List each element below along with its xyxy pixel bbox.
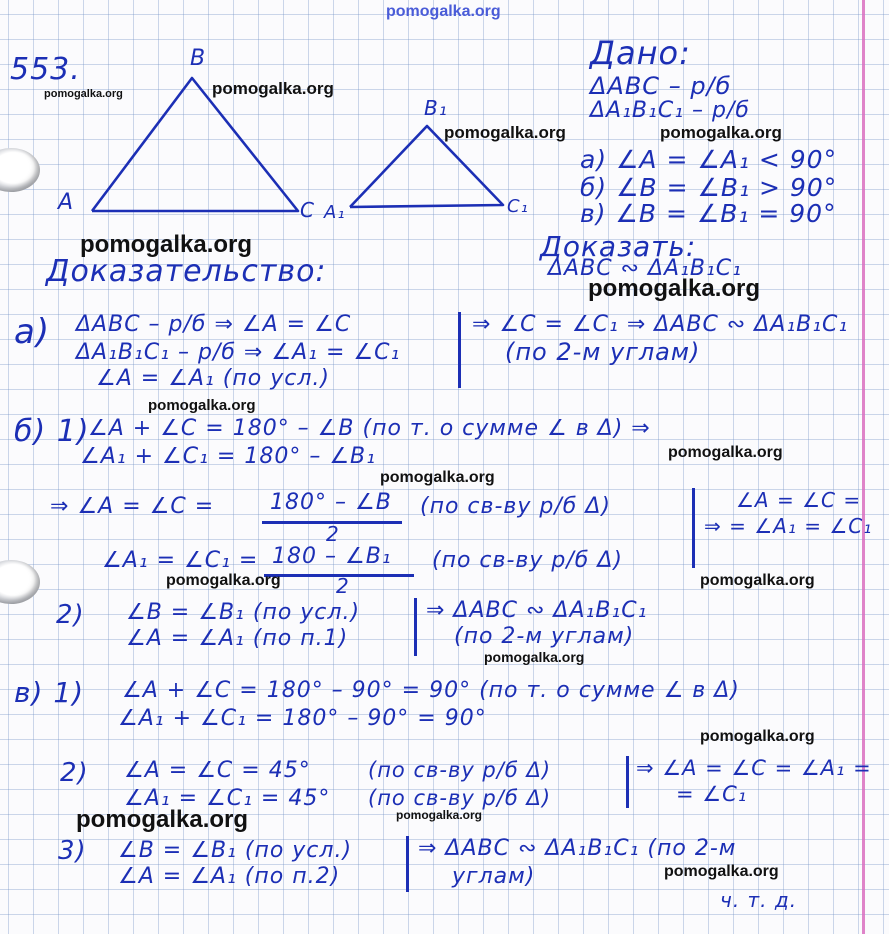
- vertex-c1: C₁: [507, 196, 529, 217]
- part-c-result-1: ⇒ ∠A = ∠C = ∠A₁ =: [636, 756, 872, 780]
- given-case-b: б) ∠B = ∠B₁ > 90°: [580, 173, 838, 202]
- watermark: pomogalka.org: [588, 275, 761, 302]
- part-c-line-3-note: (по св-ву р/б Δ): [368, 758, 552, 782]
- brace: [414, 598, 417, 656]
- watermark: pomogalka.org: [76, 806, 249, 833]
- part-b-result-2: ⇒ = ∠A₁ = ∠C₁: [704, 514, 873, 538]
- watermark: pomogalka.org: [484, 649, 585, 665]
- part-b-line-2: ∠A₁ + ∠C₁ = 180° – ∠B₁: [80, 444, 376, 469]
- part-c-result-3: ⇒ ΔABC ∾ ΔA₁B₁C₁ (по 2-м: [418, 836, 737, 861]
- proof-title: Доказательство:: [46, 254, 327, 289]
- part-b-step-2-label: 2): [56, 600, 85, 630]
- vertex-a: A: [58, 190, 75, 215]
- part-a-label: а): [14, 312, 51, 352]
- part-b-result-1: ∠A = ∠C =: [736, 488, 862, 512]
- prove-title: Доказать:: [540, 230, 697, 263]
- watermark: pomogalka.org: [700, 728, 815, 745]
- part-c-result-4: углам): [452, 864, 536, 889]
- part-b-line-4-lhs: ∠A₁ = ∠C₁ =: [102, 548, 259, 573]
- watermark: pomogalka.org: [664, 863, 779, 880]
- watermark: pomogalka.org: [80, 231, 253, 258]
- given-case-a: а) ∠A = ∠A₁ < 90°: [580, 145, 838, 174]
- site-header[interactable]: pomogalka.org: [386, 3, 501, 20]
- watermark: pomogalka.org: [444, 123, 566, 142]
- watermark: pomogalka.org: [668, 444, 783, 461]
- part-b-line-6: ∠A = ∠A₁ (по п.1): [126, 626, 349, 651]
- part-c-line-3: ∠A = ∠C = 45°: [124, 758, 311, 783]
- qed-mark: ч. т. д.: [720, 888, 798, 912]
- part-c-line-6: ∠A = ∠A₁ (по п.2): [118, 864, 341, 889]
- part-c-line-5: ∠B = ∠B₁ (по усл.): [118, 838, 353, 863]
- watermark: pomogalka.org: [660, 123, 782, 142]
- brace: [692, 488, 695, 568]
- watermark: pomogalka.org: [166, 572, 281, 589]
- problem-number: 553.: [10, 52, 81, 87]
- part-c-line-4: ∠A₁ = ∠C₁ = 45°: [124, 786, 331, 811]
- part-a-line-2: ΔA₁B₁C₁ – р/б ⇒ ∠A₁ = ∠C₁: [76, 340, 401, 365]
- brace: [458, 312, 461, 388]
- vertex-c: C: [300, 198, 315, 222]
- part-b-line-4-note: (по св-ву р/б Δ): [432, 548, 623, 573]
- part-c-step-2-label: 2): [60, 758, 89, 788]
- part-a-line-1: ΔABC – р/б ⇒ ∠A = ∠C: [76, 312, 352, 337]
- part-c-line-1: ∠A + ∠C = 180° – 90° = 90° (по т. о сумме ∠ в Δ): [122, 678, 740, 703]
- part-a-result-1: ⇒ ∠C = ∠C₁ ⇒ ΔABC ∾ ΔA₁B₁C₁: [472, 312, 849, 337]
- part-b-result-3: ⇒ ΔABC ∾ ΔA₁B₁C₁: [426, 598, 648, 623]
- part-b-line-4-numerator: 180 – ∠B₁: [272, 544, 392, 569]
- part-b-label: б) 1): [14, 414, 90, 449]
- part-b-line-4-denominator: 2: [336, 574, 350, 598]
- part-c-result-2: = ∠C₁: [676, 782, 748, 806]
- watermark: pomogalka.org: [148, 397, 256, 414]
- watermark: pomogalka.org: [396, 808, 483, 822]
- vertex-a1: A₁: [324, 202, 346, 223]
- part-c-step-3-label: 3): [58, 836, 87, 866]
- part-b-line-3-note: (по св-ву р/б Δ): [420, 494, 611, 519]
- watermark: pomogalka.org: [380, 469, 495, 486]
- brace: [626, 756, 629, 808]
- part-b-line-5: ∠B = ∠B₁ (по усл.): [126, 600, 361, 625]
- part-c-label: в) 1): [14, 676, 85, 709]
- given-title: Дано:: [590, 34, 691, 72]
- given-line-2: ΔA₁B₁C₁ – р/б: [590, 98, 750, 123]
- given-case-c: в) ∠B = ∠B₁ = 90°: [580, 199, 837, 228]
- part-a-line-3: ∠A = ∠A₁ (по усл.): [96, 366, 330, 391]
- watermark: pomogalka.org: [700, 572, 815, 589]
- part-b-line-1: ∠A + ∠C = 180° – ∠B (по т. о сумме ∠ в Δ) ⇒: [88, 416, 651, 441]
- part-c-line-2: ∠A₁ + ∠C₁ = 180° – 90° = 90°: [118, 706, 487, 731]
- vertex-b: B: [190, 46, 207, 71]
- watermark: pomogalka.org: [44, 88, 123, 100]
- part-b-line-3-denominator: 2: [326, 522, 340, 546]
- prove-statement: ΔABC ∾ ΔA₁B₁C₁: [548, 256, 742, 281]
- part-b-line-3-lhs: ⇒ ∠A = ∠C =: [50, 494, 215, 519]
- part-c-line-4-note: (по св-ву р/б Δ): [368, 786, 552, 810]
- brace: [406, 836, 409, 892]
- vertex-b1: B₁: [424, 96, 448, 120]
- part-a-result-2: (по 2-м углам): [505, 338, 701, 366]
- part-b-result-4: (по 2-м углам): [454, 624, 635, 649]
- part-b-line-3-numerator: 180° – ∠B: [270, 490, 392, 515]
- given-line-1: ΔABC – р/б: [590, 72, 732, 100]
- watermark: pomogalka.org: [212, 79, 334, 98]
